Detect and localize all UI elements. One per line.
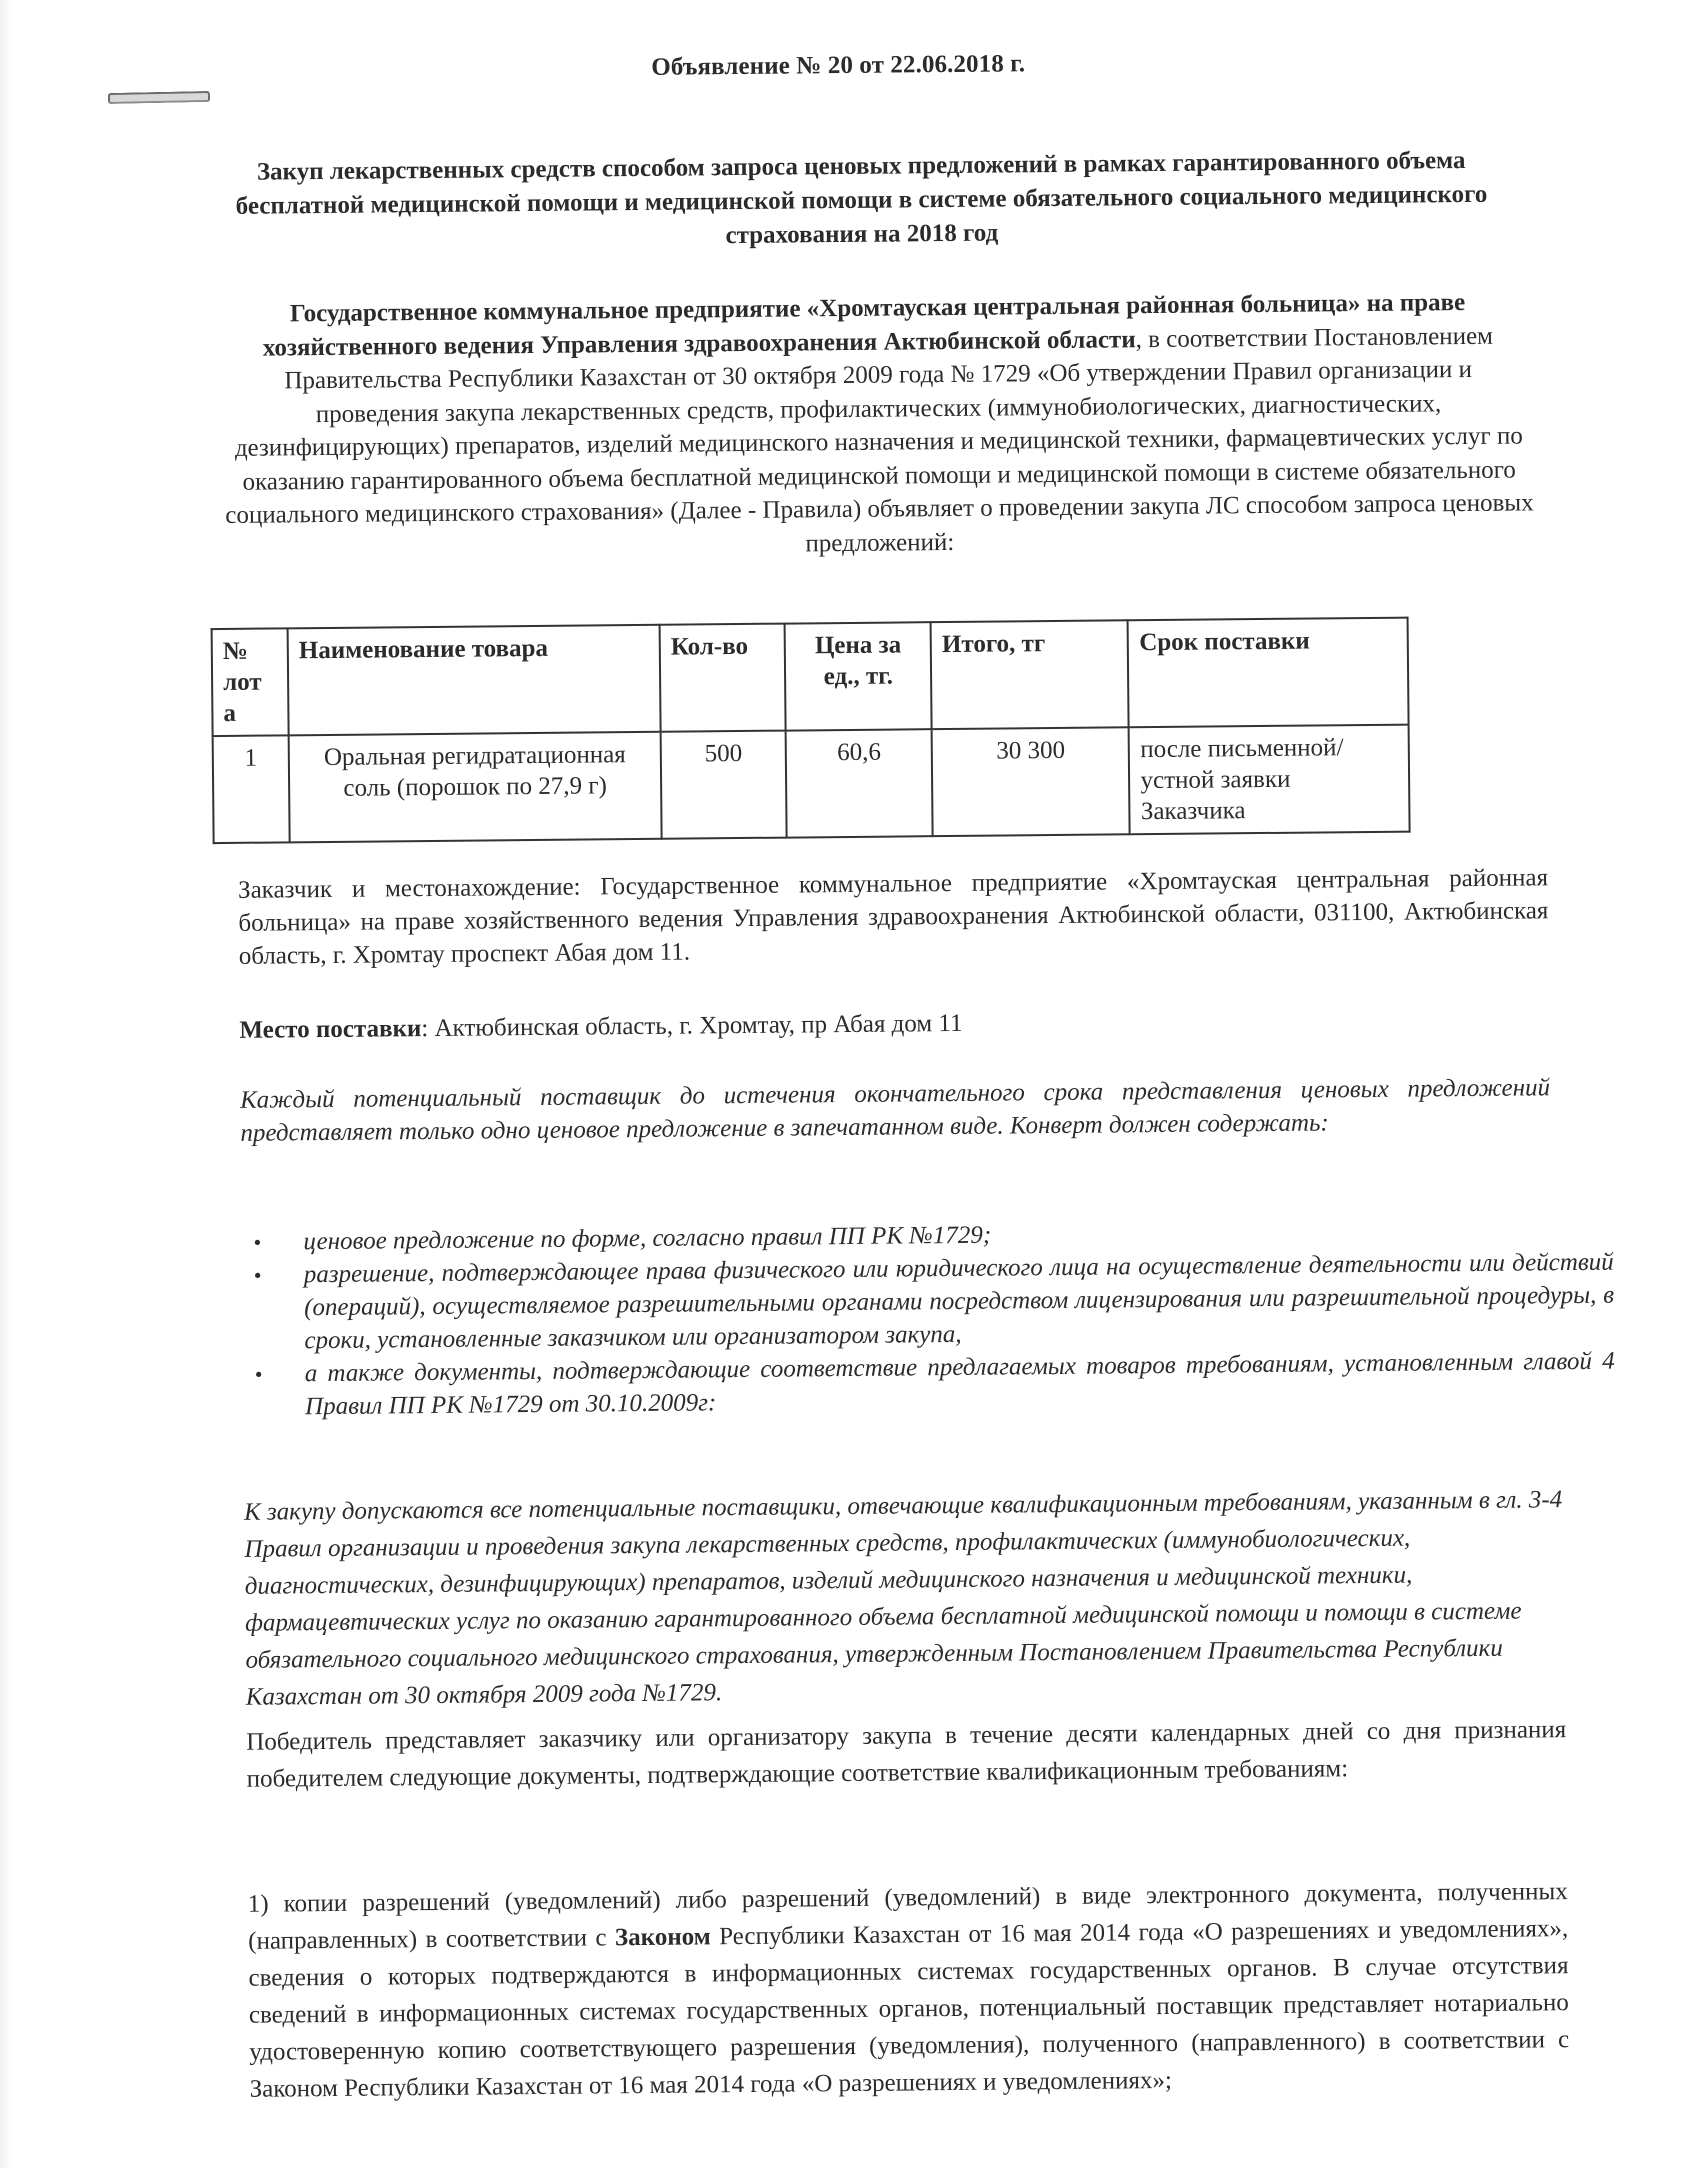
copies-text-before: 1) копии разрешений (уведомлений) либо разрешений (уведомлений) в виде электронного документа, полученных (направленных) в соответствии с [247,1878,1568,1955]
delivery-place-value: : Актюбинская область, г. Хромтау, пр Абая дом 11 [421,1009,963,1043]
delivery-place-label: Место поставки [239,1015,422,1044]
bullet-icon: • [253,1229,262,1255]
bullet-icon: • [254,1361,263,1387]
list-item [254,1345,1616,1424]
intro-paragraph [222,285,1535,566]
list-item-text: а также документы, подтверждающие соответствие предлагаемых товаров требованиям, установленным главой 4 Правил ПП РК №1729 от 30.10.2009г: [304,1347,1615,1421]
lots-table [211,617,1411,844]
delivery-place-paragraph [239,1001,1549,1047]
header-delivery-term: Срок поставки [1128,618,1409,728]
cell-delivery-term: после письменной/устной заявки Заказчика [1129,725,1410,835]
header-unit-price: Цена за ед., тг. [785,622,932,730]
list-item [253,1246,1615,1358]
admission-paragraph: К закупу допускаются все потенциальные поставщики, отвечающие квалификационным требованиям, указанным в гл. 3-4 Правил организации и проведения закупа лекарственных средств, профилактических (иммунобиологических, диагностических, дезинфицирующих) препаратов, изделий медицинского назначения и медицинской техники, фармацевтических услуг по оказанию гарантированного объема бесплатной медицинской помощи и помощи в системе обязательного социального медицинского страхования, утвержденным Постановлением Правительства Республики Казахстан от 30 октября 2009 года №1729. [243,1486,1563,1711]
staple-mark [108,91,210,104]
law-link-text: Законом [614,1923,711,1952]
cell-lot-number: 1 [213,735,290,843]
announcement-title: Объявление № 20 от 22.06.2018 г. [651,50,1026,81]
procurement-subtitle: Закуп лекарственных средств способом запроса ценовых предложений в рамках гарантированного объема бесплатной медицинской помощи и медицинской помощи в системе обязательного социального медицинского страхования на 2018 год [235,147,1488,250]
winner-paragraph: Победитель представляет заказчику или организатору закупа в течение десяти календарных дней со дня признания победителем следующие документы, подтверждающие соответствие квалификационным требованиям: [246,1716,1567,1793]
scan-page-edge [0,0,14,2168]
cell-total: 30 300 [932,727,1130,836]
table-row [213,725,1410,843]
list-item-text: ценовое предложение по форме, согласно правил ПП РК №1729; [303,1221,992,1256]
header-quantity: Кол-во [660,624,786,732]
table-header-row [212,618,1409,736]
list-item-text: разрешение, подтверждающее права физического или юридического лица на осуществление деятельности или действий (операций), осуществляемое разрешительными органами посредством лицензирования или разрешительной процедуры, в сроки, установленные заказчиком или организатором закупа, [303,1248,1615,1355]
copies-text-after: Республики Казахстан от 16 мая 2014 года «О разрешениях и уведомлениях», сведения о которых подтверждаются в информационных системах государственных органов. В случае отсутствия сведений в информационных системах государственных органов, потенциальный поставщик представляет нотариально удостоверенную копию соответствующего разрешения (уведомления), полученного (направленного) в соответствии с Законом Республики Казахстан от 16 мая 2014 года «О разрешениях и уведомлениях»; [248,1915,1570,2103]
envelope-requirements-list [241,1213,1615,1424]
header-product-name: Наименование товара [288,625,661,736]
envelope-paragraph: Каждый потенциальный поставщик до истечения окончательного срока представления ценовых предложений представляет только одно ценовое предложение в запечатанном виде. Конверт должен содержать: [239,1074,1551,1147]
cell-unit-price: 60,6 [786,729,933,837]
intro-text: , в соответствии Постановлением Правительства Республики Казахстан от 30 октября 2009 года № 1729 «Об утверждении Правил организации и проведения закупа лекарственных средств, профилактических (иммунобиологических, диагностических, дезинфицирующих) препаратов, изделий медицинского назначения и медицинской техники, фармацевтических услуг по оказанию гарантированного объема бесплатной медицинской помощи и медицинской помощи в системе обязательного социального медицинского страхования» (Далее - Правила) объявляет о проведении закупа ЛС способом запроса ценовых предложений: [225,322,1534,557]
copies-paragraph [248,1873,1570,2108]
header-total: Итого, тг [931,620,1129,729]
cell-product-name: Оральная регидратационная соль (порошок по 27,9 г) [289,732,662,843]
customer-paragraph: Заказчик и местонахождение: Государственное коммунальное предприятие «Хромтауская центральная районная больница» на праве хозяйственного ведения Управления здравоохранения Актюбинской области, 031100, Актюбинская область, г. Хромтау проспект Абая дом 11. [237,864,1549,970]
cell-quantity: 500 [661,731,787,839]
bullet-icon: • [253,1262,262,1288]
organization-name: Государственное коммунальное предприятие «Хромтауская центральная районная больница» на праве хозяйственного ведения Управления здравоохранения Актюбинской области [262,289,1466,362]
header-lot-number: № лот а [212,628,289,736]
